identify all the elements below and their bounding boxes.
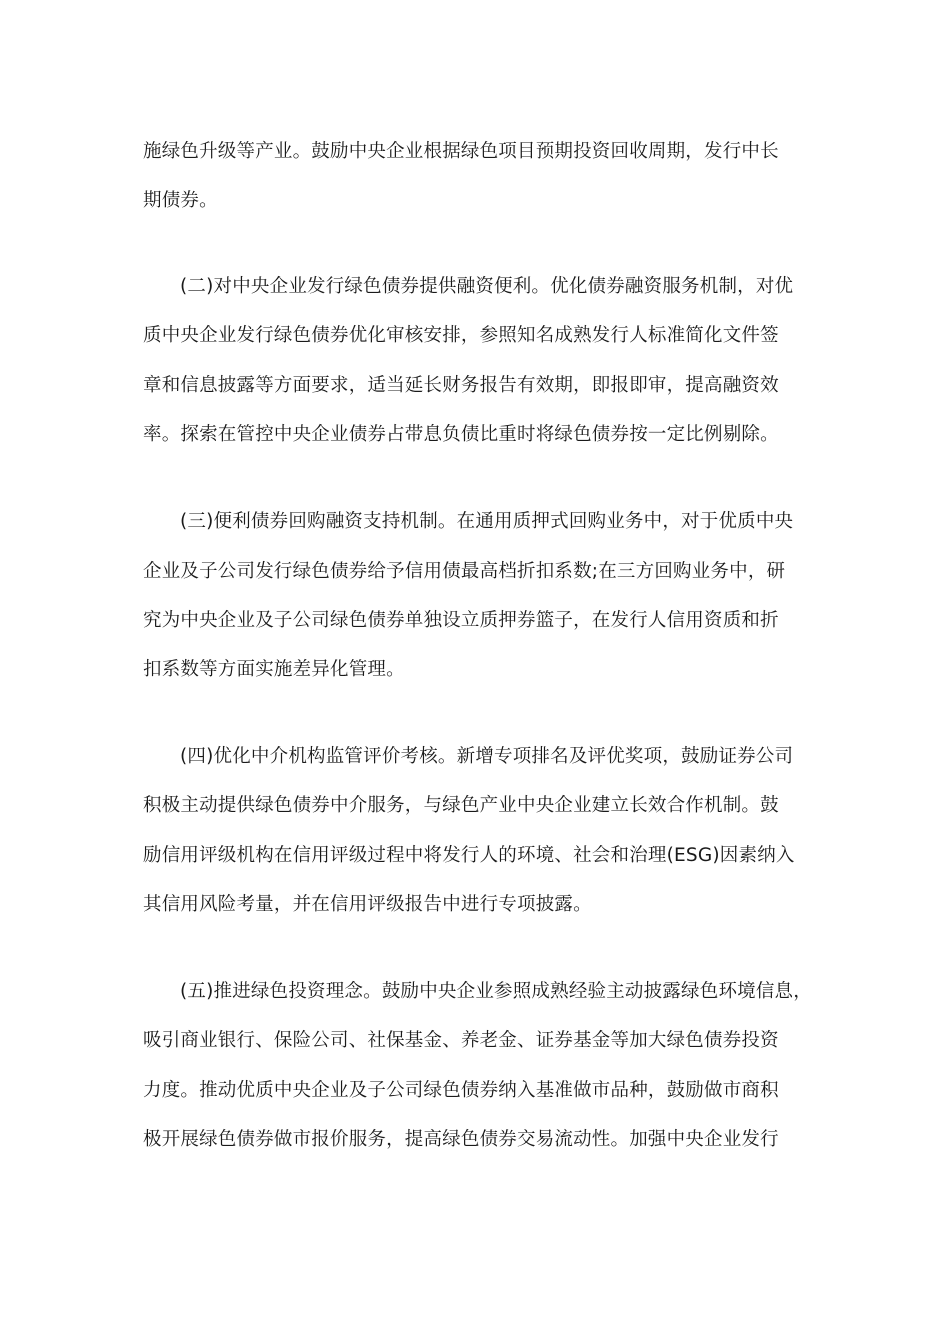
paragraph-5-line-1: (五)推进绿色投资理念。鼓励中央企业参照成熟经验主动披露绿色环境信息， bbox=[180, 981, 812, 1002]
paragraph-3-line-3: 究为中央企业及子公司绿色债券单独设立质押券篮子，在发行人信用资质和折 bbox=[143, 610, 779, 631]
paragraph-2-line-4: 率。探索在管控中央企业债券占带息负债比重时将绿色债券按一定比例剔除。 bbox=[143, 424, 779, 445]
paragraph-3-line-2: 企业及子公司发行绿色债券给予信用债最高档折扣系数;在三方回购业务中，研 bbox=[143, 561, 786, 582]
paragraph-3-line-4: 扣系数等方面实施差异化管理。 bbox=[143, 659, 405, 680]
paragraph-1-line-2: 期债券。 bbox=[143, 190, 218, 211]
paragraph-1-line-1: 施绿色升级等产业。鼓励中央企业根据绿色项目预期投资回收周期，发行中长 bbox=[143, 141, 779, 162]
paragraph-2-line-2: 质中央企业发行绿色债券优化审核安排，参照知名成熟发行人标准简化文件签 bbox=[143, 325, 779, 346]
paragraph-4-line-1: (四)优化中介机构监管评价考核。新增专项排名及评优奖项，鼓励证券公司 bbox=[180, 746, 794, 767]
paragraph-4-line-3: 励信用评级机构在信用评级过程中将发行人的环境、社会和治理(ESG)因素纳入 bbox=[143, 845, 795, 866]
paragraph-4-line-4: 其信用风险考量，并在信用评级报告中进行专项披露。 bbox=[143, 894, 592, 915]
paragraph-4-line-2: 积极主动提供绿色债券中介服务，与绿色产业中央企业建立长效合作机制。鼓 bbox=[143, 795, 779, 816]
paragraph-3-line-1: (三)便利债券回购融资支持机制。在通用质押式回购业务中，对于优质中央 bbox=[180, 511, 794, 532]
paragraph-2-line-1: (二)对中央企业发行绿色债券提供融资便利。优化债券融资服务机制，对优 bbox=[180, 276, 794, 297]
paragraph-5-line-4: 极开展绿色债券做市报价服务，提高绿色债券交易流动性。加强中央企业发行 bbox=[143, 1129, 779, 1150]
paragraph-5-line-3: 力度。推动优质中央企业及子公司绿色债券纳入基准做市品种，鼓励做市商积 bbox=[143, 1080, 779, 1101]
paragraph-5-line-2: 吸引商业银行、保险公司、社保基金、养老金、证券基金等加大绿色债券投资 bbox=[143, 1030, 779, 1051]
paragraph-2-line-3: 章和信息披露等方面要求，适当延长财务报告有效期，即报即审，提高融资效 bbox=[143, 375, 779, 396]
